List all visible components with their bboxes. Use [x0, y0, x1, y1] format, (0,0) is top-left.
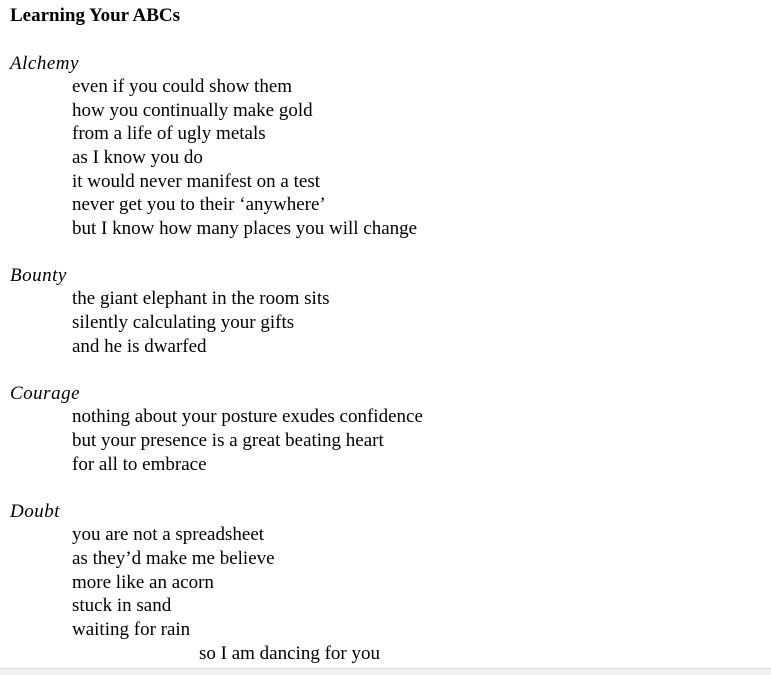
poem-line: as I know you do: [72, 147, 203, 168]
poem-line: it would never manifest on a test: [72, 171, 320, 192]
poem-line: you are not a spreadsheet: [72, 524, 265, 545]
poem-line: for all to embrace: [72, 454, 207, 475]
poem-line: but I know how many places you will change: [72, 218, 418, 239]
section-heading-doubt: Doubt: [10, 501, 60, 522]
poem-title: Learning Your ABCs: [10, 5, 180, 26]
poem-line: waiting for rain: [72, 619, 191, 640]
poem-line: the giant elephant in the room sits: [72, 288, 330, 309]
poem-line: never get you to their ‘anywhere’: [72, 194, 326, 215]
poem-line: how you continually make gold: [72, 100, 313, 121]
poem-line: nothing about your posture exudes confidence: [72, 406, 423, 427]
poem-line: even if you could show them: [72, 76, 293, 97]
poem-line: more like an acorn: [72, 572, 214, 593]
poem-line: but your presence is a great beating heart: [72, 430, 384, 451]
window-bottom-edge: [0, 668, 771, 675]
poem-line: and he is dwarfed: [72, 336, 207, 357]
poem-line: as they’d make me believe: [72, 548, 275, 569]
poem-line: so I am dancing for you: [199, 643, 380, 664]
poem-line: stuck in sand: [72, 595, 172, 616]
section-heading-courage: Courage: [10, 383, 80, 404]
poem-line: silently calculating your gifts: [72, 312, 295, 333]
section-heading-bounty: Bounty: [10, 265, 67, 286]
poem-line: from a life of ugly metals: [72, 123, 266, 144]
section-heading-alchemy: Alchemy: [10, 53, 79, 74]
